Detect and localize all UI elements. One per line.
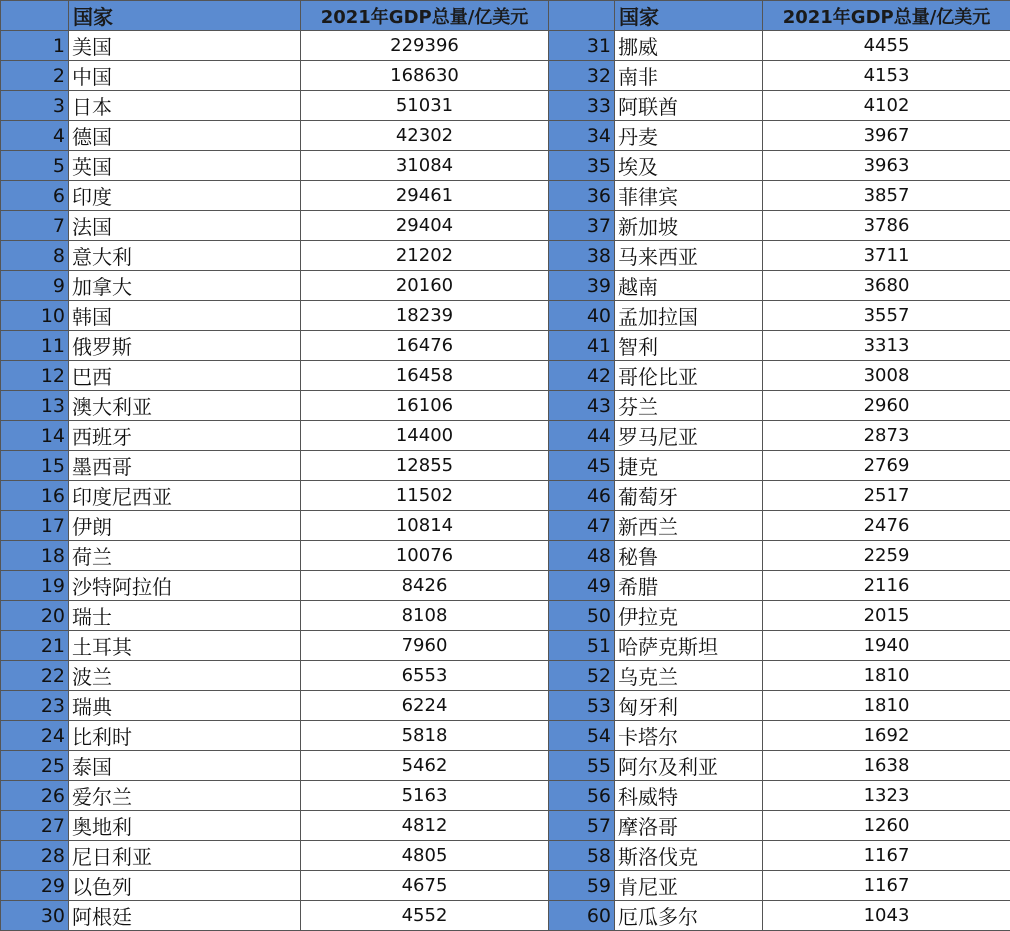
gdp-cell: 11502 [301, 481, 549, 511]
rank-cell: 22 [1, 661, 69, 691]
table-row [1, 811, 549, 841]
country-header: 国家 [69, 1, 301, 31]
table-row [1, 241, 549, 271]
table-row [549, 241, 1010, 271]
gdp-cell: 1167 [763, 841, 1010, 871]
rank-cell: 53 [549, 691, 615, 721]
country-cell: 加拿大 [69, 271, 301, 301]
country-cell: 爱尔兰 [69, 781, 301, 811]
gdp-cell: 1940 [763, 631, 1010, 661]
country-cell: 厄瓜多尔 [615, 901, 763, 931]
table-row [1, 121, 549, 151]
gdp-cell: 1043 [763, 901, 1010, 931]
rank-cell: 46 [549, 481, 615, 511]
country-cell: 墨西哥 [69, 451, 301, 481]
rank-cell: 55 [549, 751, 615, 781]
gdp-cell: 31084 [301, 151, 549, 181]
country-cell: 瑞典 [69, 691, 301, 721]
table-row [1, 151, 549, 181]
table-row [549, 211, 1010, 241]
rank-cell: 58 [549, 841, 615, 871]
rank-cell: 12 [1, 361, 69, 391]
gdp-cell: 21202 [301, 241, 549, 271]
rank-cell: 43 [549, 391, 615, 421]
gdp-cell: 16476 [301, 331, 549, 361]
rank-cell: 24 [1, 721, 69, 751]
rank-cell: 8 [1, 241, 69, 271]
rank-cell: 14 [1, 421, 69, 451]
gdp-cell: 3967 [763, 121, 1010, 151]
table-row [549, 181, 1010, 211]
gdp-header: 2021年GDP总量/亿美元 [763, 1, 1010, 31]
table-row [549, 331, 1010, 361]
rank-cell: 1 [1, 31, 69, 61]
country-cell: 巴西 [69, 361, 301, 391]
country-cell: 澳大利亚 [69, 391, 301, 421]
rank-cell: 51 [549, 631, 615, 661]
country-cell: 俄罗斯 [69, 331, 301, 361]
gdp-cell: 3557 [763, 301, 1010, 331]
country-cell: 伊拉克 [615, 601, 763, 631]
gdp-cell: 10076 [301, 541, 549, 571]
table-row [1, 691, 549, 721]
country-cell: 芬兰 [615, 391, 763, 421]
gdp-cell: 14400 [301, 421, 549, 451]
country-cell: 尼日利亚 [69, 841, 301, 871]
gdp-cell: 3680 [763, 271, 1010, 301]
rank-header [549, 1, 615, 31]
table-row [549, 541, 1010, 571]
country-cell: 奥地利 [69, 811, 301, 841]
gdp-cell: 2960 [763, 391, 1010, 421]
table-row [549, 91, 1010, 121]
rank-cell: 3 [1, 91, 69, 121]
rank-cell: 36 [549, 181, 615, 211]
table-row [1, 361, 549, 391]
table-row [549, 271, 1010, 301]
rank-cell: 15 [1, 451, 69, 481]
rank-cell: 59 [549, 871, 615, 901]
rank-cell: 54 [549, 721, 615, 751]
table-row [1, 781, 549, 811]
gdp-cell: 3857 [763, 181, 1010, 211]
rank-cell: 28 [1, 841, 69, 871]
rank-cell: 39 [549, 271, 615, 301]
country-cell: 荷兰 [69, 541, 301, 571]
country-cell: 以色列 [69, 871, 301, 901]
rank-cell: 25 [1, 751, 69, 781]
gdp-cell: 1692 [763, 721, 1010, 751]
country-cell: 罗马尼亚 [615, 421, 763, 451]
table-row [549, 721, 1010, 751]
table-row [1, 661, 549, 691]
gdp-cell: 5462 [301, 751, 549, 781]
table-row [549, 631, 1010, 661]
rank-cell: 4 [1, 121, 69, 151]
table-row [549, 751, 1010, 781]
gdp-cell: 1260 [763, 811, 1010, 841]
rank-cell: 37 [549, 211, 615, 241]
country-cell: 秘鲁 [615, 541, 763, 571]
table-row [1, 451, 549, 481]
gdp-cell: 2873 [763, 421, 1010, 451]
rank-header [1, 1, 69, 31]
rank-cell: 49 [549, 571, 615, 601]
table-row [549, 451, 1010, 481]
gdp-cell: 6224 [301, 691, 549, 721]
gdp-cell: 1810 [763, 661, 1010, 691]
rank-cell: 19 [1, 571, 69, 601]
rank-cell: 11 [1, 331, 69, 361]
table-row [1, 751, 549, 781]
rank-cell: 16 [1, 481, 69, 511]
country-cell: 智利 [615, 331, 763, 361]
table-row [549, 421, 1010, 451]
table-row [1, 421, 549, 451]
table-row [549, 871, 1010, 901]
gdp-cell: 4812 [301, 811, 549, 841]
country-cell: 南非 [615, 61, 763, 91]
gdp-cell: 3313 [763, 331, 1010, 361]
table-row [549, 601, 1010, 631]
country-cell: 阿联酋 [615, 91, 763, 121]
table-row [549, 511, 1010, 541]
gdp-cell: 4102 [763, 91, 1010, 121]
gdp-cell: 29461 [301, 181, 549, 211]
rank-cell: 29 [1, 871, 69, 901]
rank-cell: 9 [1, 271, 69, 301]
gdp-cell: 3786 [763, 211, 1010, 241]
table-row [1, 721, 549, 751]
rank-cell: 47 [549, 511, 615, 541]
gdp-cell: 4805 [301, 841, 549, 871]
rank-cell: 57 [549, 811, 615, 841]
rank-cell: 33 [549, 91, 615, 121]
rank-cell: 52 [549, 661, 615, 691]
gdp-cell: 229396 [301, 31, 549, 61]
country-cell: 捷克 [615, 451, 763, 481]
gdp-cell: 4153 [763, 61, 1010, 91]
country-cell: 希腊 [615, 571, 763, 601]
table-row [549, 31, 1010, 61]
rank-cell: 56 [549, 781, 615, 811]
table-row [549, 781, 1010, 811]
rank-cell: 35 [549, 151, 615, 181]
rank-cell: 26 [1, 781, 69, 811]
rank-cell: 34 [549, 121, 615, 151]
table-row [1, 391, 549, 421]
table-row [549, 61, 1010, 91]
country-header: 国家 [615, 1, 763, 31]
rank-cell: 21 [1, 631, 69, 661]
table-row [1, 481, 549, 511]
country-cell: 新加坡 [615, 211, 763, 241]
gdp-cell: 2769 [763, 451, 1010, 481]
table-row [549, 661, 1010, 691]
rank-cell: 48 [549, 541, 615, 571]
country-cell: 肯尼亚 [615, 871, 763, 901]
country-cell: 科威特 [615, 781, 763, 811]
rank-cell: 45 [549, 451, 615, 481]
country-cell: 韩国 [69, 301, 301, 331]
gdp-cell: 10814 [301, 511, 549, 541]
gdp-cell: 20160 [301, 271, 549, 301]
gdp-cell: 1323 [763, 781, 1010, 811]
rank-cell: 18 [1, 541, 69, 571]
rank-cell: 44 [549, 421, 615, 451]
country-cell: 葡萄牙 [615, 481, 763, 511]
gdp-cell: 2116 [763, 571, 1010, 601]
country-cell: 中国 [69, 61, 301, 91]
country-cell: 比利时 [69, 721, 301, 751]
table-row [1, 271, 549, 301]
gdp-cell: 7960 [301, 631, 549, 661]
gdp-cell: 3008 [763, 361, 1010, 391]
rank-cell: 10 [1, 301, 69, 331]
country-cell: 德国 [69, 121, 301, 151]
country-cell: 印度尼西亚 [69, 481, 301, 511]
country-cell: 菲律宾 [615, 181, 763, 211]
gdp-cell: 1638 [763, 751, 1010, 781]
gdp-cell: 5163 [301, 781, 549, 811]
rank-cell: 13 [1, 391, 69, 421]
table-row [1, 601, 549, 631]
country-cell: 意大利 [69, 241, 301, 271]
table-row [549, 811, 1010, 841]
gdp-cell: 4675 [301, 871, 549, 901]
country-cell: 英国 [69, 151, 301, 181]
gdp-cell: 2259 [763, 541, 1010, 571]
country-cell: 日本 [69, 91, 301, 121]
country-cell: 沙特阿拉伯 [69, 571, 301, 601]
header-row [549, 1, 1010, 31]
country-cell: 哥伦比亚 [615, 361, 763, 391]
table-row [1, 871, 549, 901]
country-cell: 瑞士 [69, 601, 301, 631]
country-cell: 西班牙 [69, 421, 301, 451]
table-row [549, 151, 1010, 181]
rank-cell: 42 [549, 361, 615, 391]
gdp-cell: 5818 [301, 721, 549, 751]
table-row [1, 541, 549, 571]
country-cell: 土耳其 [69, 631, 301, 661]
rank-cell: 23 [1, 691, 69, 721]
table-row [1, 211, 549, 241]
table-row [1, 301, 549, 331]
table-row [1, 571, 549, 601]
country-cell: 泰国 [69, 751, 301, 781]
gdp-cell: 29404 [301, 211, 549, 241]
gdp-cell: 1167 [763, 871, 1010, 901]
gdp-cell: 42302 [301, 121, 549, 151]
rank-cell: 6 [1, 181, 69, 211]
gdp-cell: 2476 [763, 511, 1010, 541]
gdp-cell: 6553 [301, 661, 549, 691]
country-cell: 美国 [69, 31, 301, 61]
table-row [1, 841, 549, 871]
rank-cell: 41 [549, 331, 615, 361]
gdp-header: 2021年GDP总量/亿美元 [301, 1, 549, 31]
country-cell: 法国 [69, 211, 301, 241]
gdp-cell: 4455 [763, 31, 1010, 61]
rank-cell: 38 [549, 241, 615, 271]
table-row [1, 181, 549, 211]
country-cell: 波兰 [69, 661, 301, 691]
table-row [549, 571, 1010, 601]
gdp-cell: 168630 [301, 61, 549, 91]
country-cell: 丹麦 [615, 121, 763, 151]
table-row [549, 481, 1010, 511]
gdp-cell: 8426 [301, 571, 549, 601]
rank-cell: 30 [1, 901, 69, 931]
table-row [549, 391, 1010, 421]
rank-cell: 50 [549, 601, 615, 631]
table-row [1, 631, 549, 661]
table-row [1, 511, 549, 541]
country-cell: 卡塔尔 [615, 721, 763, 751]
country-cell: 马来西亚 [615, 241, 763, 271]
gdp-cell: 12855 [301, 451, 549, 481]
rank-cell: 7 [1, 211, 69, 241]
gdp-cell: 18239 [301, 301, 549, 331]
gdp-cell: 2517 [763, 481, 1010, 511]
table-row [1, 31, 549, 61]
gdp-cell: 16106 [301, 391, 549, 421]
rank-cell: 60 [549, 901, 615, 931]
table-row [549, 901, 1010, 931]
country-cell: 新西兰 [615, 511, 763, 541]
country-cell: 挪威 [615, 31, 763, 61]
gdp-cell: 8108 [301, 601, 549, 631]
header-row [1, 1, 549, 31]
table-row [549, 301, 1010, 331]
country-cell: 阿尔及利亚 [615, 751, 763, 781]
gdp-cell: 4552 [301, 901, 549, 931]
rank-cell: 40 [549, 301, 615, 331]
gdp-cell: 51031 [301, 91, 549, 121]
country-cell: 伊朗 [69, 511, 301, 541]
rank-cell: 32 [549, 61, 615, 91]
gdp-cell: 16458 [301, 361, 549, 391]
country-cell: 孟加拉国 [615, 301, 763, 331]
table-row [1, 331, 549, 361]
rank-cell: 27 [1, 811, 69, 841]
country-cell: 印度 [69, 181, 301, 211]
country-cell: 阿根廷 [69, 901, 301, 931]
country-cell: 埃及 [615, 151, 763, 181]
gdp-table-right [548, 0, 1010, 931]
rank-cell: 2 [1, 61, 69, 91]
table-row [549, 361, 1010, 391]
table-row [1, 901, 549, 931]
country-cell: 斯洛伐克 [615, 841, 763, 871]
table-row [549, 691, 1010, 721]
rank-cell: 17 [1, 511, 69, 541]
gdp-cell: 1810 [763, 691, 1010, 721]
rank-cell: 5 [1, 151, 69, 181]
country-cell: 乌克兰 [615, 661, 763, 691]
rank-cell: 31 [549, 31, 615, 61]
table-row [549, 841, 1010, 871]
table-row [1, 61, 549, 91]
rank-cell: 20 [1, 601, 69, 631]
country-cell: 越南 [615, 271, 763, 301]
table-row [549, 121, 1010, 151]
table-row [1, 91, 549, 121]
country-cell: 哈萨克斯坦 [615, 631, 763, 661]
gdp-cell: 2015 [763, 601, 1010, 631]
gdp-cell: 3711 [763, 241, 1010, 271]
country-cell: 摩洛哥 [615, 811, 763, 841]
country-cell: 匈牙利 [615, 691, 763, 721]
gdp-cell: 3963 [763, 151, 1010, 181]
